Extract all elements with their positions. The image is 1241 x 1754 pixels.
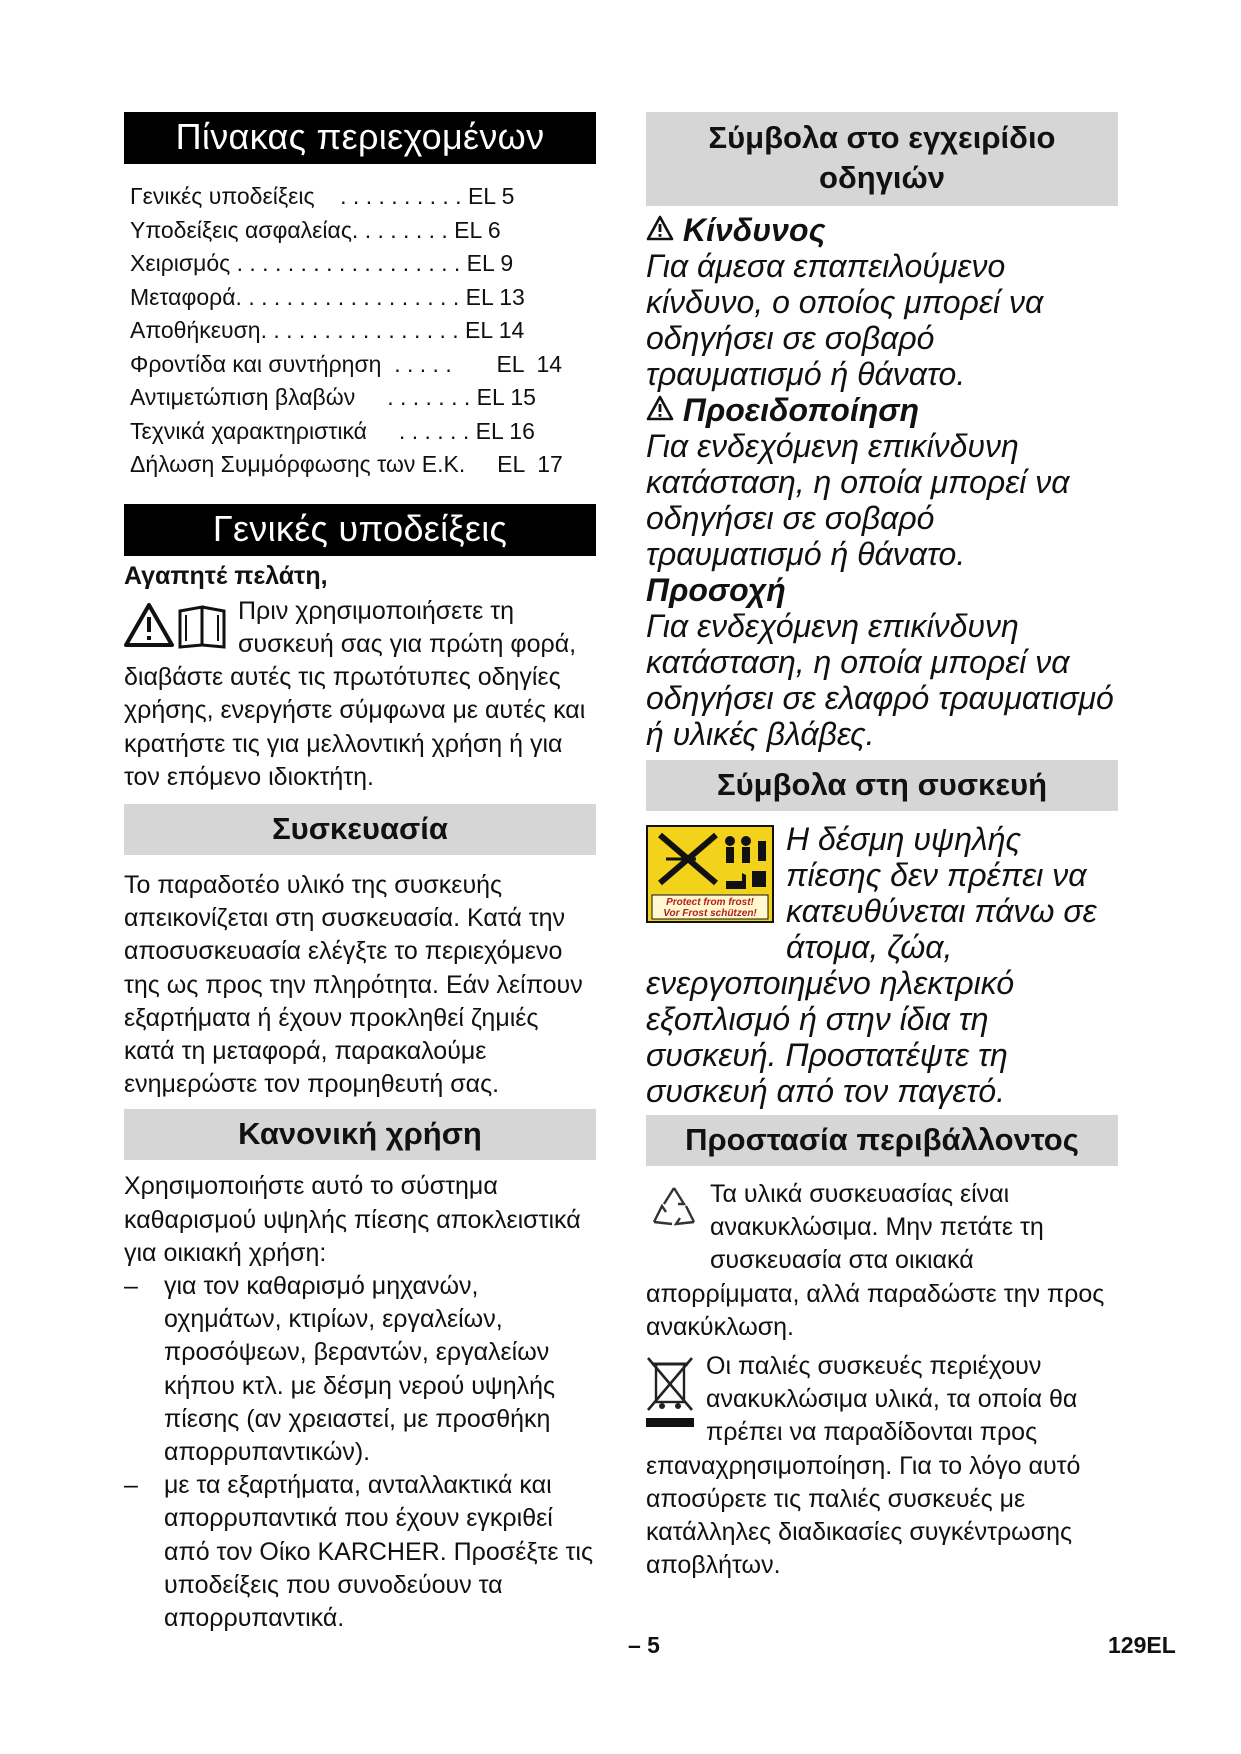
- toc-entry[interactable]: Χειρισμός . . . . . . . . . . . . . . . . . . EL 9: [130, 250, 514, 276]
- list-item-text: με τα εξαρτήματα, ανταλλακτικά και απορρυπαντικά που έχουν εγκριθεί από τον Οίκο KARCHER. Προσέξτε τις υποδείξεις που συνοδεύουν τα απορρυπαντικά.: [164, 1471, 593, 1632]
- toc-entry[interactable]: Αποθήκευση. . . . . . . . . . . . . . . . EL 14: [130, 317, 525, 343]
- device-symbols-text: Η δέσμη υψηλής πίεσης δεν πρέπει να κατευθύνεται πάνω σε άτομα, ζώα, ενεργοποιημένο ηλεκτρικό εξοπλισμό ή στην ίδια τη συσκευή. Προστατέψτε τη συσκευή από τον παγετό.: [646, 821, 1097, 1109]
- disposal-block: [646, 1350, 1118, 1582]
- caution-title: Προσοχή: [646, 572, 786, 608]
- toc-entry[interactable]: Φροντίδα και συντήρηση . . . . . EL 14: [130, 350, 563, 377]
- environment-heading: Προστασία περιβάλλοντος: [646, 1115, 1118, 1166]
- toc-entry[interactable]: Υποδείξεις ασφαλείας. . . . . . . . EL 6: [130, 216, 501, 243]
- packaging-text: Το παραδοτέο υλικό της συσκευής απεικονίζεται στη συσκευασία. Κατά την αποσυσκευασία ελέγξτε το περιεχόμενο της ως προς την πληρότητα. Εάν λείπουν εξαρτήματα ή έχουν προκληθεί ζημιές κατά τη μεταφορά, παρακαλούμε ενημερώστε τον προμηθευτή σας.: [124, 870, 583, 1099]
- high-pressure-warning-label-icon: [646, 825, 774, 930]
- toc-entry[interactable]: Δήλωση Συμμόρφωσης των Ε.Κ. EL 17: [130, 451, 563, 477]
- device-symbols-block: [646, 821, 1118, 1109]
- toc-heading: Πίνακας περιεχομένων: [124, 112, 596, 164]
- label-text-2: Vor Frost schützen!: [663, 908, 757, 919]
- recycling-icon: [646, 1182, 702, 1247]
- danger-title: Κίνδυνος: [682, 212, 826, 248]
- danger-block: [646, 212, 1118, 392]
- warning-block: [646, 392, 1118, 572]
- device-symbols-heading: Σύμβολα στη συσκευή: [646, 760, 1118, 811]
- page-number: – 5: [628, 1632, 660, 1658]
- recycle-text: Τα υλικά συσκευασίας είναι ανακυκλώσιμα. Μην πετάτε τη συσκευασία στα οικιακά απορρίμματα, αλλά παραδώστε την προς ανακύκλωση.: [646, 1180, 1105, 1341]
- greeting: Αγαπητέ πελάτη,: [124, 561, 328, 590]
- list-item-text: για τον καθαρισμό μηχανών, οχημάτων, κτιρίων, εργαλείων, προσόψεων, βεραντών, εργαλείων κήπου κτλ. με δέσμη νερού υψηλής πίεσης (αν χρειαστεί, με προσθήκη απορρυπαντικών).: [164, 1271, 556, 1466]
- warning-text: Για ενδεχόμενη επικίνδυνη κατάσταση, η οποία μπορεί να οδηγήσει σε σοβαρό τραυματισμό ή θάνατο.: [646, 428, 1070, 572]
- danger-title-line: [646, 212, 1118, 248]
- danger-text: Για άμεσα επαπειλούμενο κίνδυνο, ο οποίος μπορεί να οδηγήσει σε σοβαρό τραυματισμό ή θάνατο.: [646, 248, 1044, 392]
- toc-entry[interactable]: Γενικές υποδείξεις . . . . . . . . . . EL 5: [130, 183, 515, 209]
- list-item: [124, 1469, 596, 1635]
- label-text-1: Protect from frost!: [666, 897, 754, 908]
- left-column: [124, 112, 596, 1635]
- general-text: Πριν χρησιμοποιήσετε τη συσκευή σας για πρώτη φορά, διαβάστε αυτές τις πρωτότυπες οδηγίες χρήσης, ενεργήστε σύμφωνα με αυτές και κρατήστε τις για μελλοντική χρήση ή για τον επόμενο ιδιοκτήτη.: [124, 596, 586, 791]
- packaging-heading: Συσκευασία: [124, 804, 596, 855]
- warning-title-line: [646, 392, 1118, 428]
- disposal-text: Οι παλιές συσκευές περιέχουν ανακυκλώσιμα υλικά, τα οποία θα πρέπει να παραδίδονται προς επαναχρησιμοποίηση. Για το λόγο αυτό αποσύρετε τις παλιές συσκευές με κατάλληλες διαδικασίες συγκέντρωσης αποβλήτων.: [646, 1352, 1081, 1580]
- list-item: [124, 1270, 596, 1469]
- document-code: 129EL: [1108, 1632, 1176, 1658]
- warning-title: Προειδοποίηση: [682, 392, 920, 428]
- warning-triangle-icon: [646, 212, 683, 248]
- general-heading: Γενικές υποδείξεις: [124, 504, 596, 556]
- general-text-block: [124, 595, 596, 794]
- toc-entry[interactable]: Μεταφορά. . . . . . . . . . . . . . . . . . EL 13: [130, 283, 525, 310]
- toc-entry[interactable]: Αντιμετώπιση βλαβών . . . . . . . EL 15: [130, 384, 536, 410]
- right-column: [646, 112, 1118, 1582]
- recycle-block: [646, 1178, 1118, 1344]
- intended-use-text: Χρησιμοποιήστε αυτό το σύστημα καθαρισμού υψηλής πίεσης αποκλειστικά για οικιακή χρήση:: [124, 1172, 581, 1267]
- warning-read-manual-icon: [124, 601, 228, 660]
- warning-triangle-icon: [646, 392, 683, 428]
- intended-use-list: [124, 1270, 596, 1635]
- table-of-contents: [130, 180, 596, 482]
- toc-entry[interactable]: Τεχνικά χαρακτηριστικά . . . . . . EL 16: [130, 417, 535, 444]
- caution-text: Για ενδεχόμενη επικίνδυνη κατάσταση, η οποία μπορεί να οδηγήσει σε ελαφρό τραυματισμό ή υλικές βλάβες.: [646, 608, 1114, 752]
- dash-marker: –: [124, 1471, 138, 1500]
- manual-symbols-heading: Σύμβολα στο εγχειρίδιο οδηγιών: [646, 112, 1118, 206]
- crossed-bin-icon: [646, 1354, 694, 1439]
- caution-block: [646, 572, 1118, 752]
- dash-marker: –: [124, 1271, 138, 1300]
- intended-use-heading: Κανονική χρήση: [124, 1109, 596, 1160]
